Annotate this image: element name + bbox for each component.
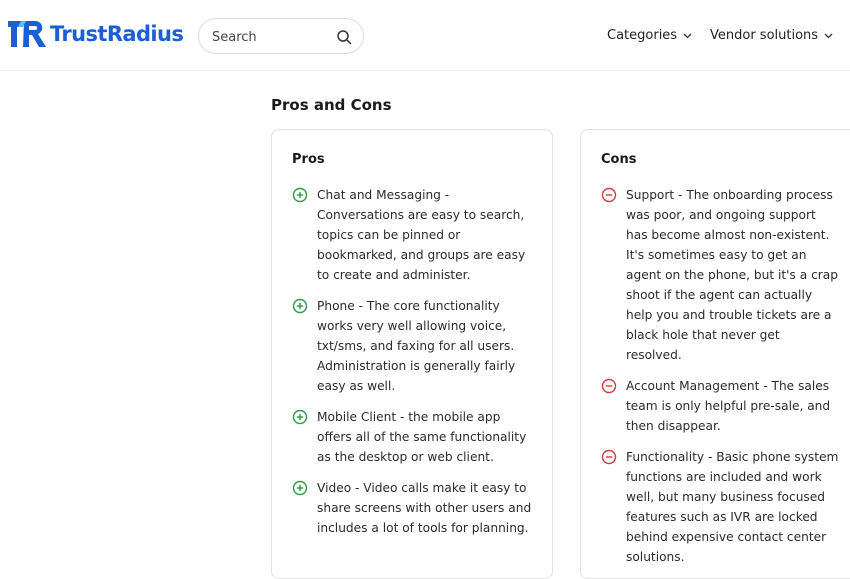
pro-item: [292, 296, 536, 396]
pros-title: Pros: [292, 152, 325, 167]
pros-card: [271, 129, 553, 579]
cons-title: Cons: [601, 152, 637, 167]
minus-circle-icon: [601, 378, 617, 394]
pro-item-text: Phone - The core functionality works very well allowing voice, txt/sms, and faxing for all users. Administration is generally fairly easy as well.: [317, 299, 516, 393]
plus-circle-icon: [292, 480, 308, 496]
con-item-text: Functionality - Basic phone system functions are included and work well, but many business focused features such as IVR are locked behind expensive contact center solutions.: [626, 450, 839, 564]
con-item: [601, 185, 839, 365]
search-input[interactable]: [212, 27, 332, 47]
chevron-down-icon: [823, 30, 834, 41]
pro-item: [292, 185, 536, 285]
pro-item-text: Video - Video calls make it easy to share screens with other users and includes a lot of tools for planning.: [317, 481, 532, 535]
nav-categories-label: Categories: [607, 28, 678, 43]
site-header: [0, 0, 850, 71]
minus-circle-icon: [601, 187, 617, 203]
trustradius-logo-icon: [8, 20, 48, 48]
minus-circle-icon: [601, 449, 617, 465]
pro-item: [292, 478, 536, 538]
pro-item: [292, 407, 536, 467]
plus-circle-icon: [292, 298, 308, 314]
search-box[interactable]: [198, 18, 364, 54]
pro-item-text: Mobile Client - the mobile app offers all of the same functionality as the desktop or web client.: [317, 410, 527, 464]
pros-cons-heading: Pros and Cons: [271, 96, 392, 114]
search-icon[interactable]: [336, 29, 352, 45]
plus-circle-icon: [292, 409, 308, 425]
nav-categories[interactable]: [607, 28, 693, 43]
plus-circle-icon: [292, 187, 308, 203]
nav-vendor-solutions[interactable]: [710, 28, 834, 43]
con-item: [601, 447, 839, 567]
con-item: [601, 376, 839, 436]
chevron-down-icon: [682, 30, 693, 41]
con-item-text: Support - The onboarding process was poor, and ongoing support has become almost non-existent. It's sometimes easy to get an agent on the phone, but it's a crap shoot if the agent can actually help you and trouble tickets are a black hole that never get resolved.: [626, 188, 839, 362]
cons-card: [580, 129, 850, 579]
con-item-text: Account Management - The sales team is only helpful pre-sale, and then disappear.: [626, 379, 831, 433]
pros-list: [292, 185, 536, 549]
cons-list: [601, 185, 839, 578]
brand-name: TrustRadius: [50, 22, 184, 46]
pro-item-text: Chat and Messaging - Conversations are easy to search, topics can be pinned or bookmarked, and groups are easy to create and administer.: [317, 188, 526, 282]
nav-vendor-solutions-label: Vendor solutions: [710, 28, 819, 43]
trustradius-logo[interactable]: [8, 20, 183, 48]
